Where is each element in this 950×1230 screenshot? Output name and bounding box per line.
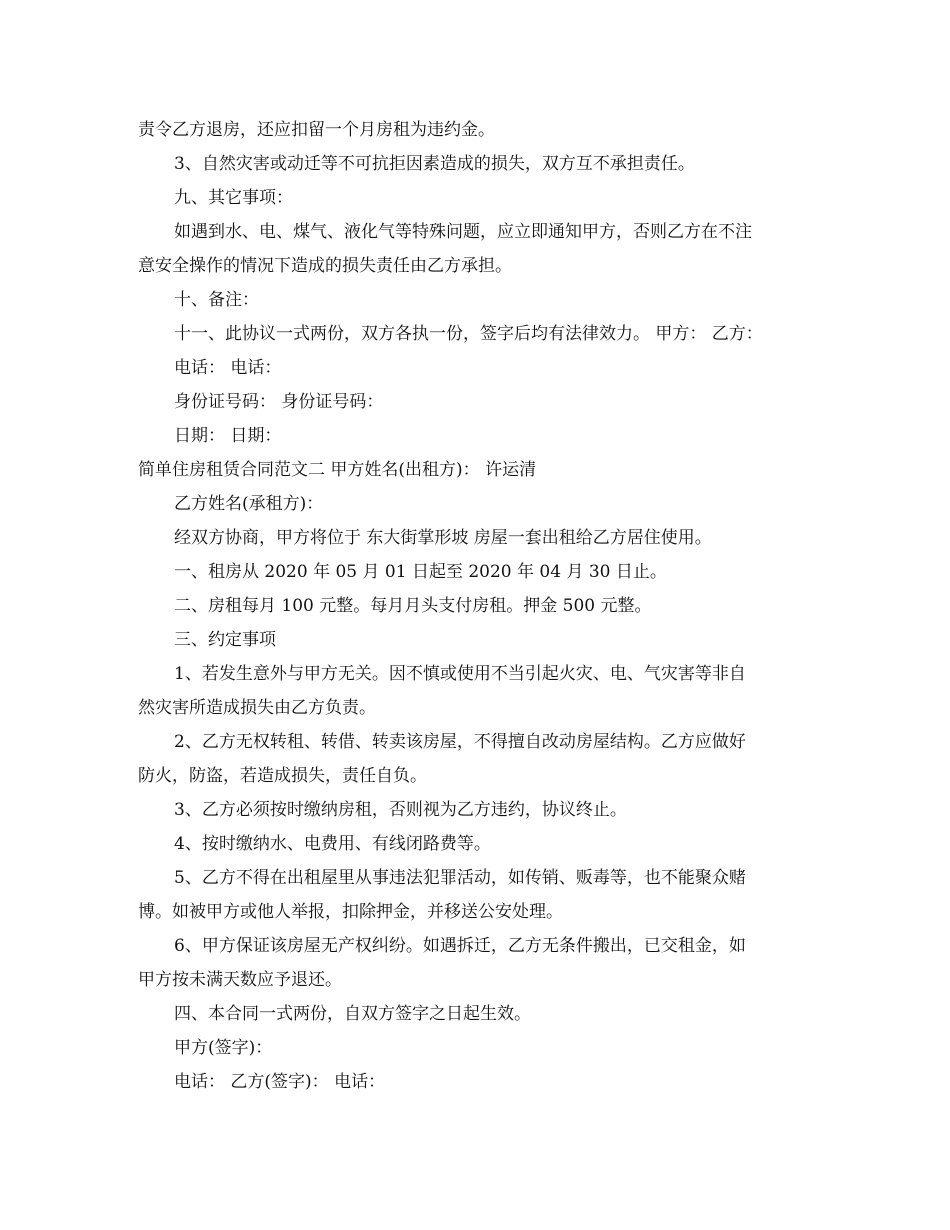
document-line: 身份证号码： 身份证号码： bbox=[174, 392, 384, 412]
document-line: 三、约定事项 bbox=[174, 630, 276, 650]
document-body bbox=[138, 113, 828, 1099]
document-line: 责令乙方退房，还应扣留一个月房租为违约金。 bbox=[138, 120, 495, 140]
document-line: 一、租房从 2020 年 05 月 01 日起至 2020 年 04 月 30 日止。 bbox=[174, 562, 667, 582]
document-line: 九、其它事项： bbox=[174, 188, 293, 208]
document-line: 防火，防盗，若造成损失，责任自负。 bbox=[138, 766, 427, 786]
document-line: 十一、此协议一式两份，双方各执一份，签字后均有法律效力。 甲方： 乙方： bbox=[174, 324, 763, 344]
document-line: 博。如被甲方或他人举报，扣除押金，并移送公安处理。 bbox=[138, 902, 563, 922]
document-line: 经双方协商，甲方将位于 东大街掌形坡 房屋一套出租给乙方居住使用。 bbox=[174, 528, 712, 548]
document-line: 日期： 日期： bbox=[174, 426, 282, 446]
document-line: 意安全操作的情况下造成的损失责任由乙方承担。 bbox=[138, 256, 512, 276]
document-line: 4、按时缴纳水、电费用、有线闭路费等。 bbox=[174, 834, 491, 854]
document-line: 十、备注： bbox=[174, 290, 259, 310]
document-line: 5、乙方不得在出租屋里从事违法犯罪活动，如传销、贩毒等，也不能聚众赌 bbox=[174, 868, 746, 888]
document-line: 四、本合同一式两份，自双方签字之日起生效。 bbox=[174, 1004, 531, 1024]
document-line: 3、自然灾害或动迁等不可抗拒因素造成的损失，双方互不承担责任。 bbox=[174, 154, 695, 174]
document-line: 电话： 乙方(签字)： 电话： bbox=[174, 1072, 386, 1092]
document-line: 甲方按未满天数应予退还。 bbox=[138, 970, 342, 990]
document-line: 然灾害所造成损失由乙方负责。 bbox=[138, 698, 376, 718]
document-line: 乙方姓名(承租方)： bbox=[174, 494, 324, 514]
document-line: 甲方(签字)： bbox=[174, 1038, 273, 1058]
document-line: 二、房租每月 100 元整。每月月头支付房租。押金 500 元整。 bbox=[174, 596, 652, 616]
document-line: 简单住房租赁合同范文二 甲方姓名(出租方)： 许运清 bbox=[138, 460, 537, 480]
document-line: 1、若发生意外与甲方无关。因不慎或使用不当引起火灾、电、气灾害等非自 bbox=[174, 664, 746, 684]
document-line: 3、乙方必须按时缴纳房租，否则视为乙方违约，协议终止。 bbox=[174, 800, 627, 820]
document-line: 如遇到水、电、煤气、液化气等特殊问题，应立即通知甲方，否则乙方在不注 bbox=[174, 222, 752, 242]
document-line: 电话： 电话： bbox=[174, 358, 282, 378]
document-line: 6、甲方保证该房屋无产权纠纷。如遇拆迁，乙方无条件搬出，已交租金，如 bbox=[174, 936, 746, 956]
document-line: 2、乙方无权转租、转借、转卖该房屋，不得擅自改动房屋结构。乙方应做好 bbox=[174, 732, 746, 752]
